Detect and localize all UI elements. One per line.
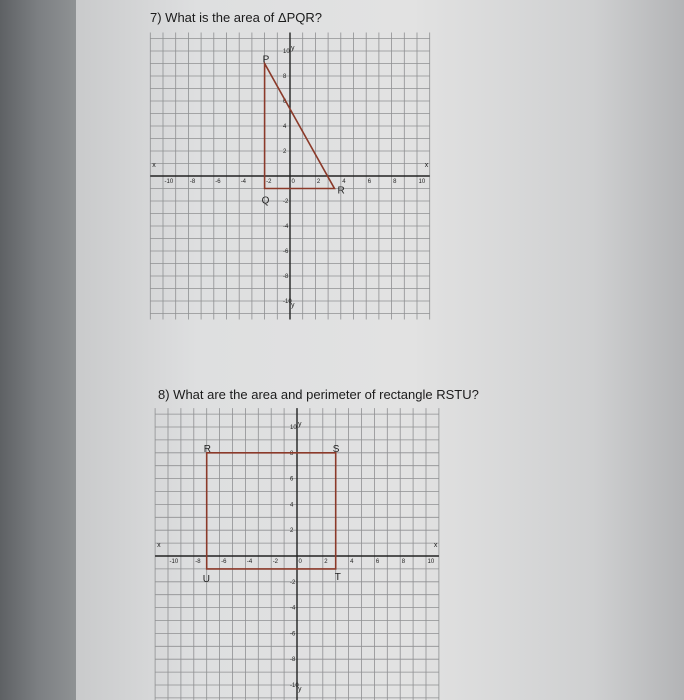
y-axis-label-top: y <box>291 45 295 52</box>
x-tick-label: 2 <box>316 179 321 185</box>
y-tick-label: -6 <box>290 631 296 638</box>
x-tick-label: 0 <box>298 559 302 565</box>
x-axis-label-left: x <box>157 542 161 549</box>
y-tick-label: -4 <box>290 605 296 612</box>
vertex-label-p: P <box>262 54 270 66</box>
x-tick-label: -4 <box>246 559 253 565</box>
x-tick-label: -2 <box>266 179 272 185</box>
y-tick-label: 6 <box>290 476 294 483</box>
y-axis-label-bottom: y <box>298 686 302 693</box>
x-tick-label: -10 <box>164 179 174 185</box>
y-tick-label: -10 <box>283 299 292 305</box>
y-tick-label: -6 <box>283 249 289 255</box>
vertex-label-u: U <box>202 573 210 585</box>
x-axis-label-right: x <box>424 162 429 169</box>
vertex-label-t: T <box>334 571 341 583</box>
x-tick-label: -8 <box>189 179 196 185</box>
y-axis-label-bottom: y <box>291 302 295 309</box>
x-axis-label-right: x <box>433 542 438 549</box>
y-tick-label: -10 <box>290 683 299 689</box>
y-tick-label: -2 <box>283 199 289 205</box>
vertex-label-r: R <box>203 443 211 455</box>
vertex-label-q: Q <box>261 195 270 207</box>
y-tick-label: 6 <box>283 99 287 105</box>
question-7: 7) What is the area of ΔPQR? <box>150 10 322 25</box>
x-tick-label: -6 <box>221 559 227 565</box>
y-axis-label-top: y <box>298 421 302 428</box>
x-tick-label: 8 <box>401 559 406 565</box>
x-tick-label: -8 <box>195 559 201 565</box>
x-tick-label: 0 <box>291 179 295 185</box>
y-tick-label: 2 <box>290 528 294 535</box>
x-tick-label: 10 <box>427 559 435 565</box>
x-tick-label: 6 <box>375 559 380 565</box>
y-tick-label: 10 <box>283 49 290 55</box>
question-8: 8) What are the area and perimeter of rectangle RSTU? <box>158 387 479 402</box>
x-tick-label: 10 <box>418 179 426 185</box>
vertex-label-r: R <box>337 185 345 197</box>
y-tick-label: 8 <box>290 450 294 457</box>
x-tick-label: 8 <box>393 179 397 185</box>
y-tick-label: 4 <box>290 502 294 509</box>
y-tick-label: -2 <box>290 579 296 586</box>
y-tick-label: 10 <box>290 425 297 431</box>
x-tick-label: -2 <box>272 559 279 565</box>
x-tick-label: 4 <box>350 559 354 565</box>
y-tick-label: -8 <box>290 657 296 664</box>
y-tick-label: 8 <box>283 74 287 80</box>
y-tick-label: 4 <box>283 124 287 130</box>
x-tick-label: 4 <box>342 179 346 185</box>
x-tick-label: 2 <box>324 559 328 565</box>
y-tick-label: -8 <box>283 274 289 280</box>
x-tick-label: 6 <box>367 179 372 185</box>
y-tick-label: 2 <box>283 149 287 155</box>
vertex-label-s: S <box>332 443 340 455</box>
x-axis-label-left: x <box>152 162 156 169</box>
x-tick-label: -4 <box>240 179 247 185</box>
x-tick-label: -6 <box>215 179 221 185</box>
y-tick-label: -4 <box>283 224 289 230</box>
x-tick-label: -10 <box>169 559 179 565</box>
